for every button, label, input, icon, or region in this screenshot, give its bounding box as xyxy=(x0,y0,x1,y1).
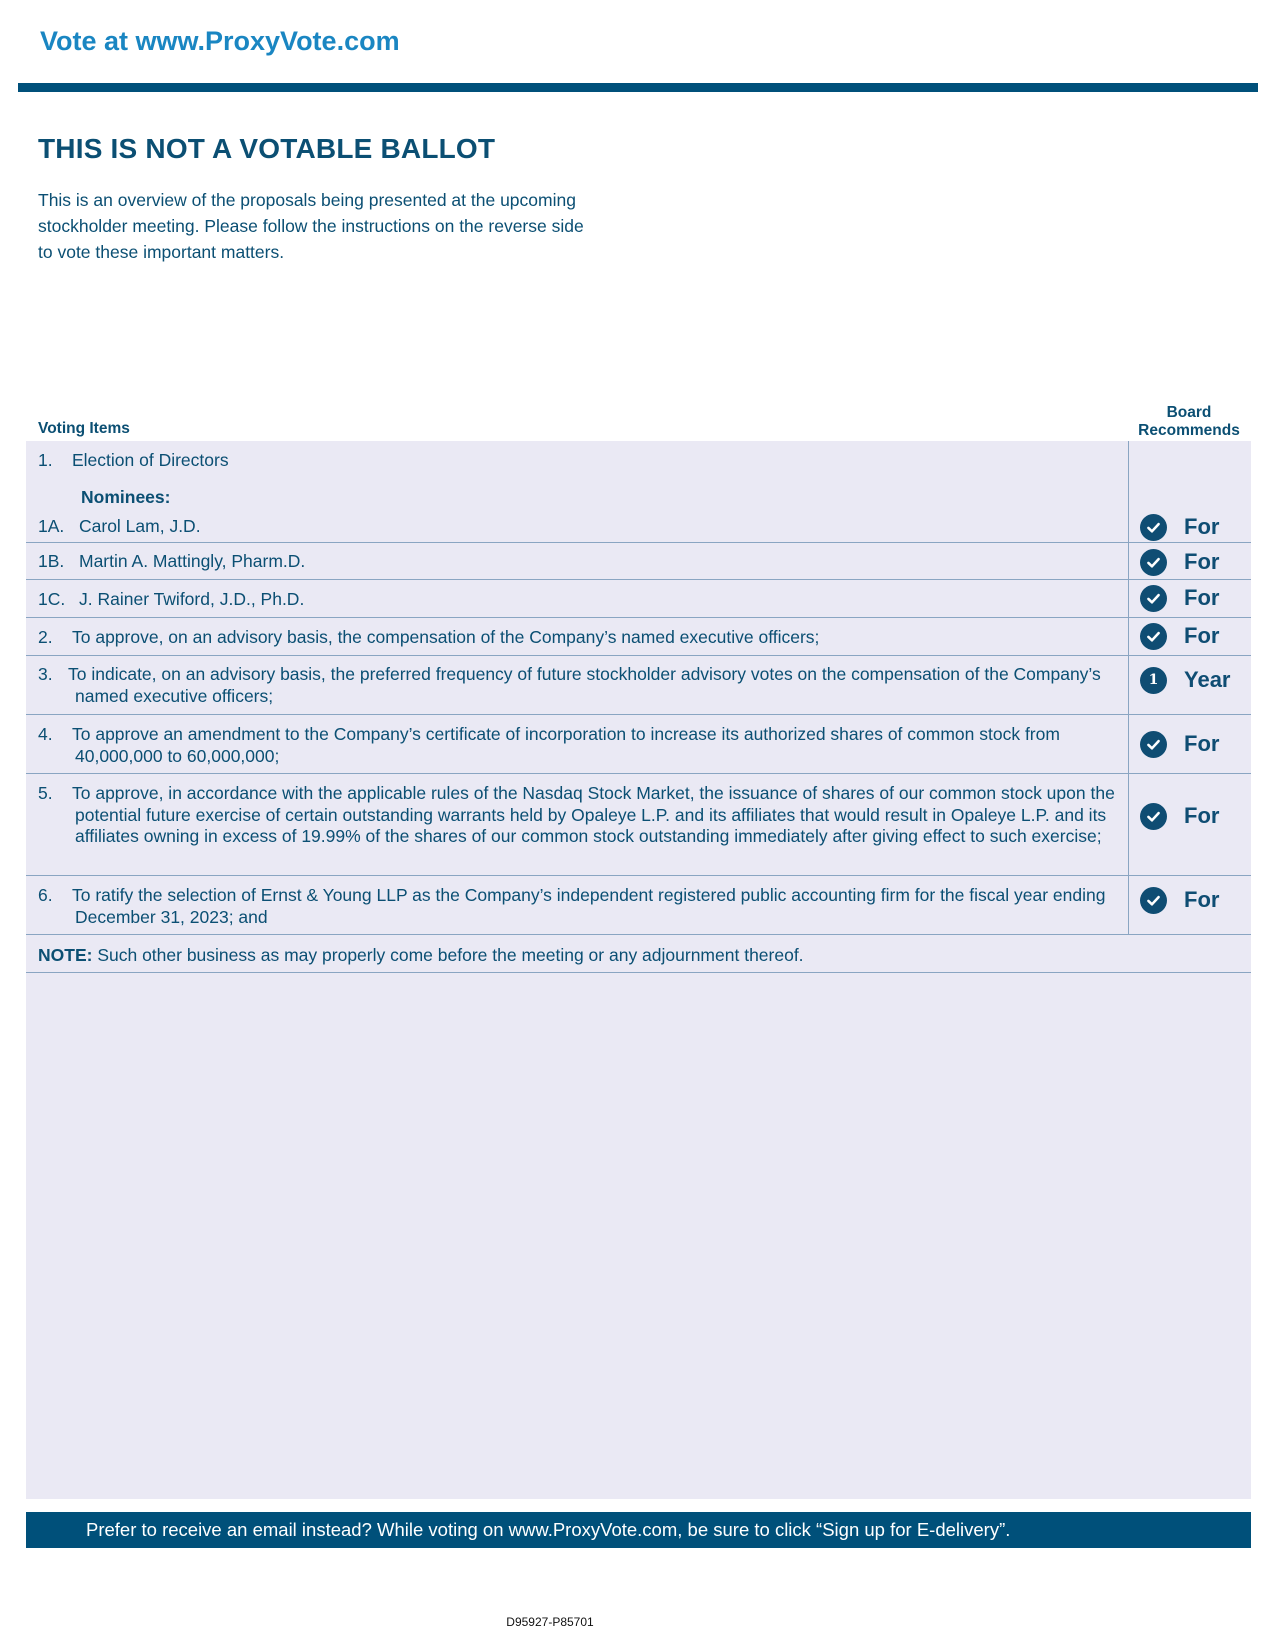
checkmark-icon xyxy=(1140,887,1167,914)
row-divider xyxy=(26,934,1251,935)
proposal-4: 4. To approve an amendment to the Company’s certificate of incorporation to increase its authorized shares of common stock from 40,000,000 to 60,000,000; xyxy=(38,724,1060,766)
proposal-1: 1. Election of Directors xyxy=(38,450,229,470)
proposal-6: 6. To ratify the selection of Ernst & Young LLP as the Company’s independent registered public accounting firm for the fiscal year ending December 31, 2023; and xyxy=(38,885,1106,927)
checkmark-icon xyxy=(1140,514,1167,541)
checkmark-icon xyxy=(1140,585,1167,612)
row-divider xyxy=(26,579,1251,580)
proposal-3: 3. To indicate, on an advisory basis, the preferred frequency of future stockholder advisory votes on the compensation of the Company’s named executive officers; xyxy=(38,664,1101,706)
nominee-1b: 1B. Martin A. Mattingly, Pharm.D. xyxy=(38,551,306,571)
edelivery-banner: Prefer to receive an email instead? While voting on www.ProxyVote.com, be sure to click “Sign up for E-delivery”. xyxy=(26,1512,1251,1548)
board-recommends-header: Board Recommends xyxy=(1138,404,1240,439)
recommendation-1b: For xyxy=(1140,548,1219,576)
recommendation-2: For xyxy=(1140,622,1219,650)
row-divider xyxy=(26,655,1251,656)
row-divider xyxy=(26,542,1251,543)
voting-items-header: Voting Items xyxy=(38,420,130,437)
document-id: D95927-P85701 xyxy=(506,1615,594,1629)
number-one-icon: 1 xyxy=(1140,667,1167,694)
row-divider xyxy=(26,875,1251,876)
recommendation-6: For xyxy=(1140,886,1219,914)
row-divider xyxy=(26,617,1251,618)
nominee-1c: 1C. J. Rainer Twiford, J.D., Ph.D. xyxy=(38,589,305,609)
recommendation-1c: For xyxy=(1140,584,1219,612)
nominee-1a: 1A. Carol Lam, J.D. xyxy=(38,516,201,536)
checkmark-icon xyxy=(1140,549,1167,576)
recommendation-1a: For xyxy=(1140,513,1219,541)
column-divider xyxy=(1128,441,1129,935)
recommendation-3: 1 Year xyxy=(1140,666,1231,694)
checkmark-icon xyxy=(1140,731,1167,758)
row-divider xyxy=(26,972,1251,973)
row-divider xyxy=(26,714,1251,715)
checkmark-icon xyxy=(1140,623,1167,650)
nominees-label: Nominees: xyxy=(81,487,171,507)
recommendation-5: For xyxy=(1140,802,1219,830)
proposal-2: 2. To approve, on an advisory basis, the compensation of the Company’s named executive officers; xyxy=(38,627,820,647)
recommendation-4: For xyxy=(1140,730,1219,758)
proxyvote-link[interactable]: Vote at www.ProxyVote.com xyxy=(40,26,400,56)
page-title: THIS IS NOT A VOTABLE BALLOT xyxy=(38,133,496,164)
intro-text: This is an overview of the proposals being presented at the upcoming stockholder meeting. Please follow the instructions on the reverse side to vote these important matters. xyxy=(38,190,584,262)
checkmark-icon xyxy=(1140,803,1167,830)
row-divider xyxy=(26,773,1251,774)
proposal-5: 5. To approve, in accordance with the applicable rules of the Nasdaq Stock Market, the issuance of shares of our common stock upon the potential future exercise of certain outstanding warrants held by Opaleye L.P. and its affiliates that would result in Opaleye L.P. and its affiliates owning in excess of 19.99% of the shares of our common stock outstanding immediately after giving effect to such exercise; xyxy=(38,783,1115,846)
header-divider xyxy=(18,83,1258,92)
note-text: NOTE: Such other business as may properly come before the meeting or any adjournment thereof. xyxy=(38,945,804,965)
